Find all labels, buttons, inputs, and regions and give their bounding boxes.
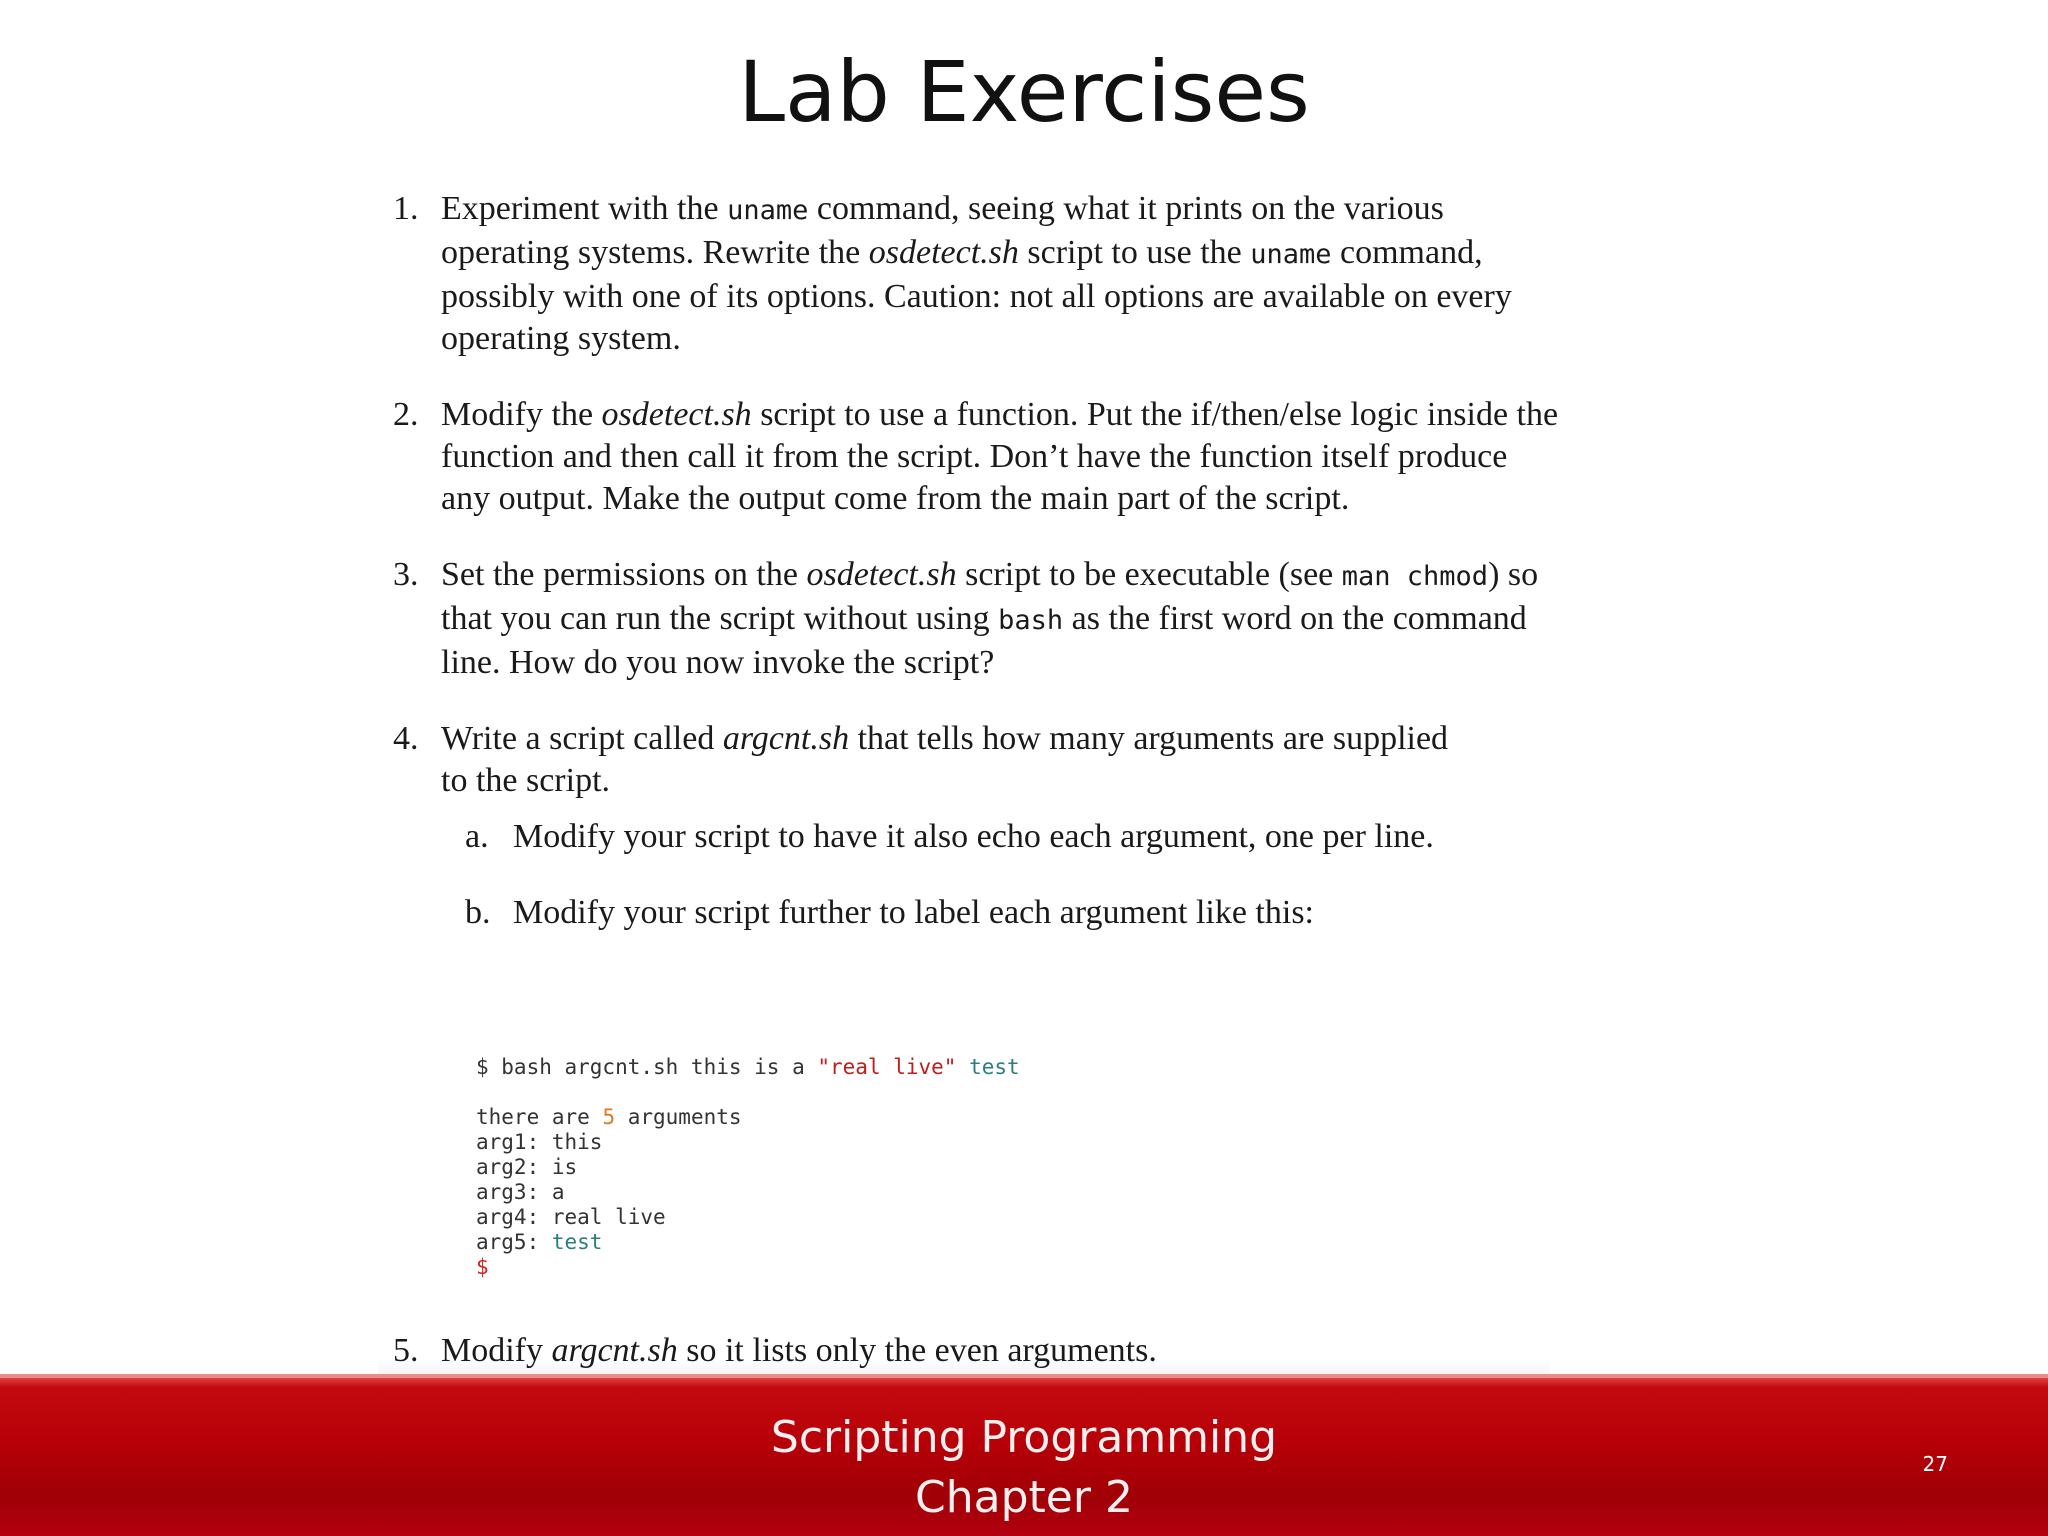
inline-code: uname [727, 195, 809, 226]
inline-code: bash [998, 605, 1064, 636]
exercise-text: command, seeing what it prints on the various operating systems. Rewrite the [441, 190, 1444, 271]
exercise-item-5 [385, 1330, 1541, 1372]
command-line [476, 1055, 1020, 1079]
exercise-text: script to be executable (see [956, 556, 1342, 593]
exercise-number: 1. [393, 190, 419, 227]
exercise-text: that tells how many arguments are supplied to the script. [441, 720, 1449, 799]
count-text: arguments [615, 1105, 742, 1129]
inline-code: uname [1250, 239, 1332, 270]
arg-value: test [551, 1230, 603, 1254]
slide-title: Lab Exercises [738, 43, 1310, 141]
command-text: $ bash argcnt.sh this is a [476, 1055, 818, 1079]
exercise-list [385, 188, 1560, 934]
exercise-number: 5. [393, 1332, 419, 1369]
exercise-subitem-a [465, 816, 1473, 858]
exercise-number: 4. [393, 720, 419, 757]
subitem-letter: a. [465, 818, 489, 855]
exercise-item-3 [385, 554, 1560, 684]
exercise-number: 2. [393, 396, 419, 433]
exercise-text: as the first word on the command line. How do you now invoke the script? [441, 600, 1527, 681]
arg-line: arg3: a [476, 1180, 565, 1204]
footer-course-title: Scripting Programming [770, 1412, 1278, 1463]
exercise-text: Set the permissions on the [441, 556, 807, 593]
terminal-output [476, 1055, 1020, 1280]
exercise-text: Write a script called [441, 720, 723, 757]
exercise-text: command, possibly with one of its options. Caution: not all options are available on every operating system. [441, 234, 1512, 357]
exercise-text: script to use a function. Put the if/then/else logic inside the function and then call it from the script. Don’t have the function itself produce any output. Make the output come from the main part of the script. [441, 396, 1559, 517]
command-string: "real live" [817, 1055, 957, 1079]
exercise-item-5-band [378, 1322, 1550, 1382]
arg-line [476, 1230, 602, 1254]
arg-line: arg1: this [476, 1130, 603, 1154]
exercise-item-1 [385, 188, 1560, 360]
subitem-letter: b. [465, 894, 491, 931]
count-text: there are [476, 1105, 603, 1129]
exercise-text: Modify [441, 1332, 552, 1369]
exercise-item-2 [385, 394, 1560, 520]
subitem-text: Modify your script to have it also echo each argument, one per line. [513, 818, 1434, 855]
script-name: argcnt.sh [722, 720, 850, 757]
exercise-item-4 [385, 718, 1481, 802]
arg-line: arg2: is [476, 1155, 578, 1179]
inline-code: man chmod [1341, 561, 1489, 592]
script-name: osdetect.sh [806, 556, 957, 593]
count-number: 5 [602, 1105, 616, 1129]
exercise-text: Experiment with the [441, 190, 728, 227]
exercise-text: Modify the [441, 396, 602, 433]
script-name: osdetect.sh [601, 396, 752, 433]
arg-line: arg4: real live [476, 1205, 666, 1229]
footer-chapter: Chapter 2 [915, 1472, 1133, 1523]
command-arg: test [956, 1055, 1020, 1079]
count-line [476, 1105, 742, 1129]
shell-prompt: $ [476, 1255, 489, 1279]
page-number: 27 [1922, 1452, 1948, 1476]
exercise-subitem-b [465, 892, 1560, 934]
footer-banner [0, 1374, 2048, 1536]
script-name: osdetect.sh [868, 234, 1019, 271]
exercise-text: script to use the [1018, 234, 1251, 271]
exercise-text: ) so that you can run the script without using [441, 556, 1539, 637]
exercise-text: so it lists only the even arguments. [677, 1332, 1157, 1369]
subitem-text: Modify your script further to label each argument like this: [513, 894, 1314, 931]
script-name: argcnt.sh [551, 1332, 678, 1369]
arg-label: arg5: [476, 1230, 552, 1254]
exercise-number: 3. [393, 556, 419, 593]
